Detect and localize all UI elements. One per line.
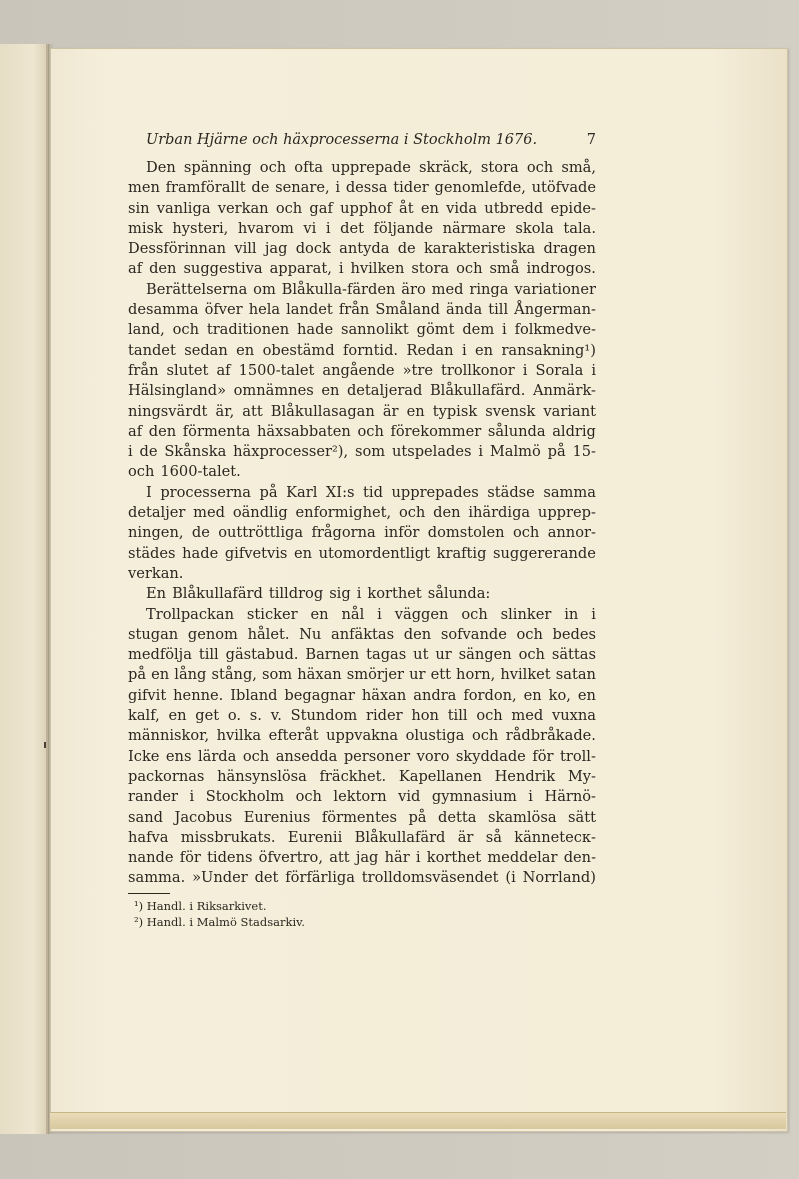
page-text — [128, 132, 596, 930]
text-line: Hälsingland» omnämnes en detaljerad Blåkullafärd. Anmärk- — [128, 382, 596, 400]
text-line: I processerna på Karl XI:s tid upprepades städse samma — [146, 483, 596, 501]
text-line: packornas hänsynslösa fräckhet. Kapellanen Hendrik My- — [128, 767, 596, 785]
text-line: af den förmenta häxsabbaten och förekommer sålunda aldrig — [128, 422, 596, 440]
body-text — [128, 158, 596, 889]
text-line: Trollpackan sticker en nål i väggen och slinker in i — [146, 605, 596, 623]
text-line: i de Skånska häxprocesser²), som utspelades i Malmö på 15- — [128, 443, 596, 461]
text-line: städes hade gifvetvis en utomordentligt kraftig suggererande — [128, 544, 596, 562]
text-line: människor, hvilka efteråt uppvakna olustiga och rådbråkade. — [128, 727, 596, 745]
text-line: nande för tidens öfvertro, att jag här i korthet meddelar den- — [128, 849, 596, 867]
text-line: rander i Stockholm och lektorn vid gymnasium i Härnö- — [128, 788, 596, 806]
text-line: tandet sedan en obestämd forntid. Redan i en ransakning¹) — [128, 341, 596, 359]
text-line: ningsvärdt är, att Blåkullasagan är en typisk svensk variant — [128, 402, 596, 420]
text-line: samma. »Under det förfärliga trolldomsväsendet (i Norrland) — [128, 869, 596, 887]
text-line: desamma öfver hela landet från Småland ända till Ångerman- — [128, 301, 596, 319]
text-line: gifvit henne. Ibland begagnar häxan andra fordon, en ko, en — [128, 686, 596, 704]
text-line: misk hysteri, hvarom vi i det följande närmare skola tala. — [128, 219, 596, 237]
text-line: på en lång stång, som häxan smörjer ur ett horn, hvilket satan — [128, 666, 596, 684]
text-line: af den suggestiva apparat, i hvilken stora och små indrogos. — [128, 260, 596, 278]
text-line: kalf, en get o. s. v. Stundom rider hon till och med vuxna — [128, 707, 596, 725]
text-line: medfölja till gästabud. Barnen tagas ut ur sängen och sättas — [128, 646, 596, 664]
text-line: Icke ens lärda och ansedda personer voro skyddade för troll- — [128, 747, 596, 765]
text-line: från slutet af 1500-talet angående »tre trollkonor i Sorala i — [128, 361, 596, 379]
text-line: Berättelserna om Blåkulla-färden äro med ringa variationer — [146, 280, 596, 298]
text-line: hafva missbrukats. Eurenii Blåkullafärd är så kännetecк- — [128, 828, 596, 846]
text-line: detaljer med oändlig enformighet, och den ihärdiga upprep- — [128, 504, 596, 522]
page-number: 7 — [586, 132, 596, 148]
text-line: land, och traditionen hade sannolikt gömt dem i folkmedve- — [128, 321, 596, 339]
text-line: men framförallt de senare, i dessa tider genomlefde, utöfvade — [128, 179, 596, 197]
text-line: och 1600-talet. — [128, 463, 241, 481]
footnote-rule — [128, 893, 170, 894]
text-line: stugan genom hålet. Nu anfäktas den sofvande och bedes — [128, 625, 596, 643]
text-line: ningen, de outtröttliga frågorna inför domstolen och annor- — [128, 524, 596, 542]
text-line: sin vanliga verkan och gaf upphof åt en vida utbredd epide- — [128, 199, 596, 217]
text-line: sand Jacobus Eurenius förmentes på detta skamlösa sätt — [128, 808, 596, 826]
running-head — [146, 132, 596, 152]
page-bottom-edge — [50, 1112, 786, 1129]
text-line: Dessförinnan vill jag dock antyda de karakteristiska dragen — [128, 240, 596, 258]
footnotes — [128, 898, 596, 930]
running-head-title: Urban Hjärne och häxprocesserna i Stockholm 1676. — [146, 132, 538, 148]
text-line: Den spänning och ofta upprepade skräck, stora och små, — [146, 159, 596, 176]
left-page-edge — [0, 44, 49, 1134]
text-line: En Blåkullafärd tilldrog sig i korthet sålunda: — [146, 585, 491, 603]
text-line: verkan. — [128, 564, 184, 582]
footnote: ²) Handl. i Malmö Stadsarkiv. — [134, 914, 305, 929]
footnote: ¹) Handl. i Riksarkivet. — [134, 898, 267, 913]
margin-mark — [44, 742, 46, 748]
